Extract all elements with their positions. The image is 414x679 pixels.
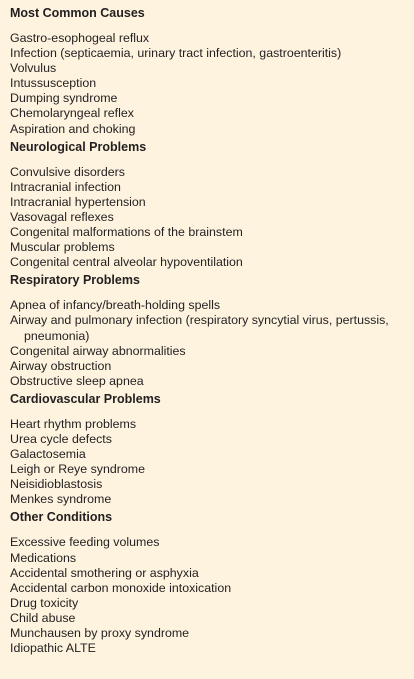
cause-item: Neisidioblastosis <box>10 477 103 492</box>
cause-list <box>10 31 406 137</box>
cause-list <box>10 298 406 389</box>
cause-item: Menkes syndrome <box>10 492 112 507</box>
cause-item: Leigh or Reye syndrome <box>10 462 145 477</box>
cause-item: Dumping syndrome <box>10 91 118 106</box>
cause-item: Obstructive sleep apnea <box>10 373 144 388</box>
cause-item: Idiopathic ALTE <box>10 641 96 656</box>
cause-item: Urea cycle defects <box>10 431 112 446</box>
cause-item: Congenital malformations of the brainstem <box>10 225 243 240</box>
cause-item: Intussusception <box>10 76 97 91</box>
cause-item: Medications <box>10 550 77 565</box>
section-cardiovascular-problems <box>10 392 406 508</box>
section-respiratory-problems <box>10 273 406 389</box>
cause-item: Intracranial infection <box>10 179 121 194</box>
cause-item: Accidental smothering or asphyxia <box>10 565 199 580</box>
cause-item: Child abuse <box>10 610 76 625</box>
cause-item: Galactosemia <box>10 447 86 462</box>
section-heading: Most Common Causes <box>10 6 145 20</box>
section-heading: Other Conditions <box>10 510 113 525</box>
cause-item: Volvulus <box>10 61 57 76</box>
cause-item: Muscular problems <box>10 240 115 255</box>
cause-item: Munchausen by proxy syndrome <box>10 626 190 640</box>
cause-list <box>10 535 406 656</box>
cause-item: Vasovagal reflexes <box>10 209 114 224</box>
cause-list <box>10 165 406 271</box>
cause-item: Congenital airway abnormalities <box>10 343 186 358</box>
cause-item: Gastro-esophogeal reflux <box>10 31 150 45</box>
cause-item: Drug toxicity <box>10 595 79 610</box>
cause-item: Excessive feeding volumes <box>10 535 160 550</box>
cause-item: Convulsive disorders <box>10 164 126 179</box>
cause-item: Airway and pulmonary infection (respiratory syncytial virus, pertussis, pneumonia) <box>10 313 389 343</box>
cause-item: Intracranial hypertension <box>10 194 146 209</box>
cause-item: Heart rhythm problems <box>10 416 137 431</box>
section-heading: Respiratory Problems <box>10 273 140 288</box>
section-neurological-problems <box>10 140 406 271</box>
cause-item: Chemolaryngeal reflex <box>10 106 134 121</box>
section-other-conditions <box>10 510 406 656</box>
cause-item: Congenital central alveolar hypoventilation <box>10 255 243 270</box>
cause-item: Aspiration and choking <box>10 121 136 136</box>
cause-list <box>10 417 406 508</box>
section-heading: Neurological Problems <box>10 139 147 154</box>
section-heading: Cardiovascular Problems <box>10 391 161 406</box>
cause-item: Accidental carbon monoxide intoxication <box>10 580 232 595</box>
cause-item: Infection (septicaemia, urinary tract infection, gastroenteritis) <box>10 46 342 61</box>
section-most-common-causes <box>10 6 406 137</box>
cause-item: Airway obstruction <box>10 358 112 373</box>
cause-item: Apnea of infancy/breath-holding spells <box>10 298 221 313</box>
